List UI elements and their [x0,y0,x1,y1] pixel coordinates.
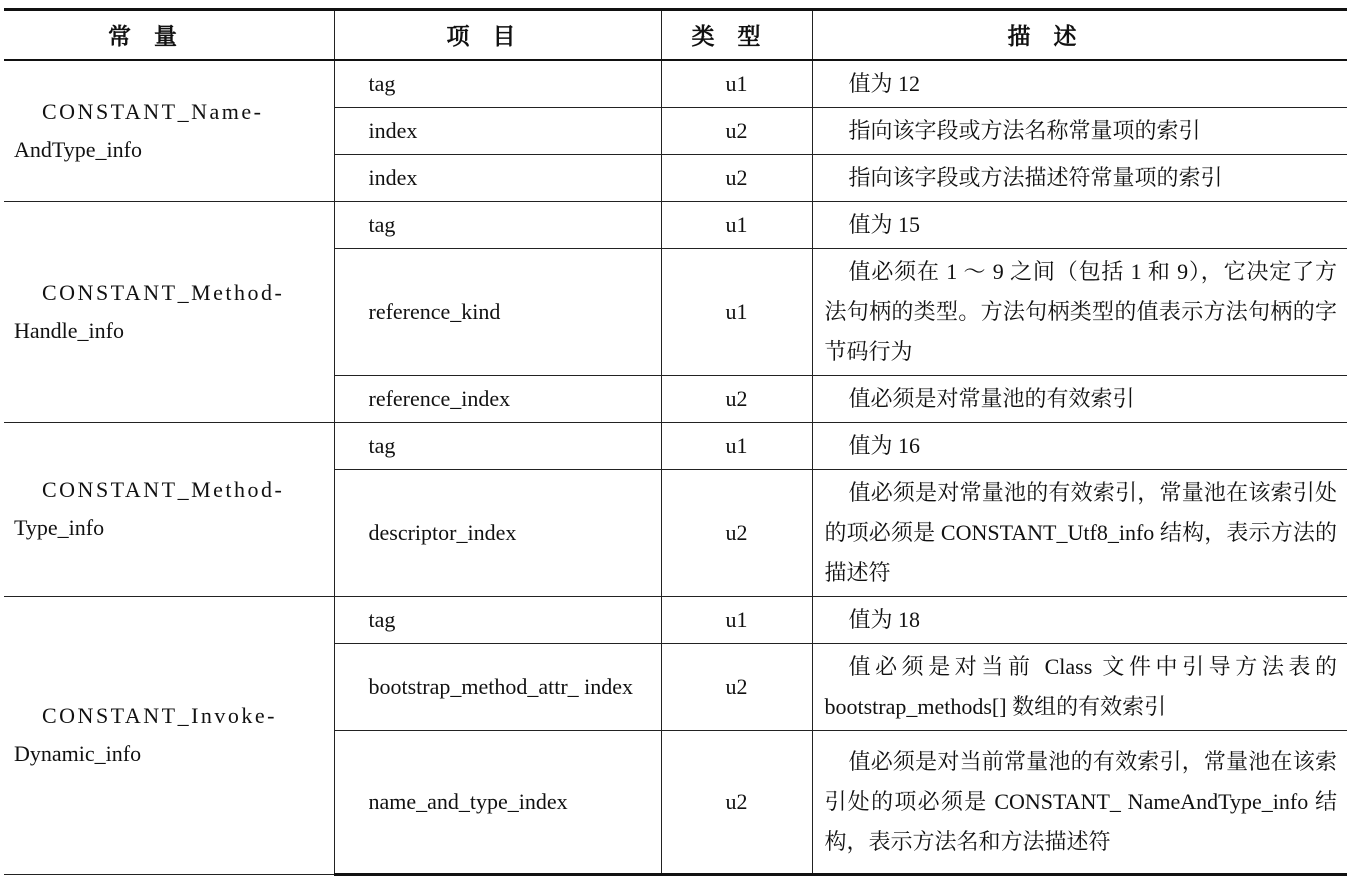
constant-pool-table [4,8,1347,876]
item-cell: tag [334,422,661,469]
type-cell: u1 [661,596,812,643]
type-cell: u1 [661,422,812,469]
header-label: 项 目 [446,24,516,50]
type-cell: u1 [661,60,812,108]
header-constant [4,10,334,60]
constant-name-cell [4,422,334,596]
type-cell: u2 [661,154,812,201]
table-row [4,422,1347,469]
description-cell: 值为 15 [812,201,1347,248]
type-cell: u1 [661,248,812,375]
description-cell: 值必须是对常量池的有效索引 [812,375,1347,422]
description-cell: 值必须在 1 ～ 9 之间（包括 1 和 9），它决定了方法句柄的类型。方法句柄类型的值表示方法句柄的字节码行为 [812,248,1347,375]
type-cell: u2 [661,469,812,596]
description-cell: 值为 12 [812,60,1347,108]
header-row [4,10,1347,60]
item-cell: tag [334,201,661,248]
constant-name-cell [4,596,334,874]
type-cell: u2 [661,643,812,730]
description-cell: 值为 16 [812,422,1347,469]
constant-name-cell [4,201,334,422]
description-cell: 值必须是对当前 Class 文件中引导方法表的 bootstrap_methods[] 数组的有效索引 [812,643,1347,730]
item-cell: bootstrap_method_attr_ index [334,643,661,730]
description-cell: 指向该字段或方法名称常量项的索引 [812,107,1347,154]
table-row [4,596,1347,643]
item-cell: tag [334,596,661,643]
constant-name-line: CONSTANT_Method- [42,477,285,502]
header-item [334,10,661,60]
description-cell: 值必须是对常量池的有效索引，常量池在该索引处的项必须是 CONSTANT_Utf8_info 结构，表示方法的描述符 [812,469,1347,596]
constant-name-line: AndType_info [14,136,142,162]
table-row [4,60,1347,108]
description-cell: 值必须是对当前常量池的有效索引，常量池在该索引处的项必须是 CONSTANT_ NameAndType_info 结构，表示方法名和方法描述符 [812,730,1347,874]
header-description [812,10,1347,60]
type-cell: u2 [661,107,812,154]
type-cell: u2 [661,730,812,874]
description-cell: 值为 18 [812,596,1347,643]
item-cell: reference_index [334,375,661,422]
item-cell: name_and_type_index [334,730,661,874]
header-label: 常 量 [108,24,177,50]
item-cell: reference_kind [334,248,661,375]
type-cell: u2 [661,375,812,422]
constant-name-line: CONSTANT_Invoke- [42,703,277,728]
constant-name-line: CONSTANT_Name- [42,98,264,124]
table-row [4,201,1347,248]
constant-name-cell [4,60,334,202]
header-type [661,10,812,60]
description-cell: 指向该字段或方法描述符常量项的索引 [812,154,1347,201]
type-cell: u1 [661,201,812,248]
header-label: 描 述 [1007,24,1077,50]
constant-name-line: CONSTANT_Method- [42,279,285,305]
item-cell: index [334,154,661,201]
item-cell: descriptor_index [334,469,661,596]
constant-name-line: Type_info [14,515,105,540]
header-label: 类 型 [691,24,761,50]
item-cell: index [334,107,661,154]
constant-name-line: Handle_info [14,317,124,343]
item-cell: tag [334,60,661,108]
constant-name-line: Dynamic_info [14,741,142,766]
